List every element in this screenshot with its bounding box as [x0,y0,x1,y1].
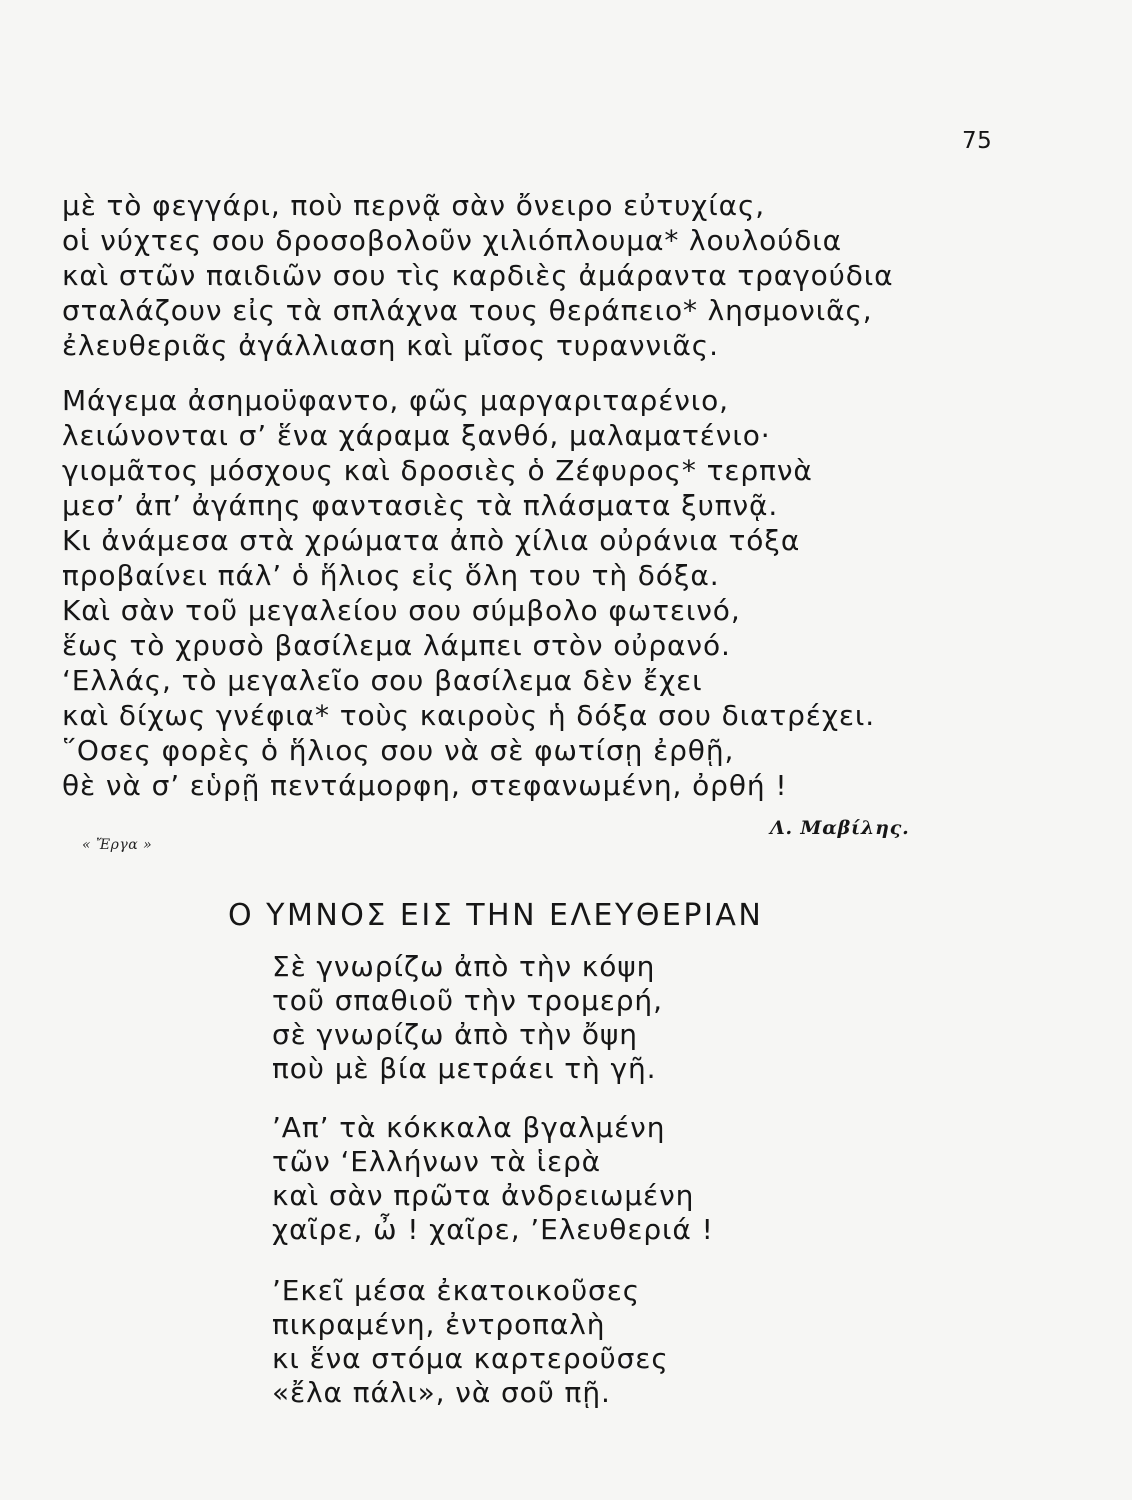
verse-line: ’Απ’ τὰ κόκκαλα βγαλμένη [272,1111,666,1144]
verse-line: ἐλευθεριᾶς ἀγάλλιαση καὶ μῖσος τυραννιᾶς. [62,329,719,362]
stanza [62,188,992,363]
verse-line: καὶ στῶν παιδιῶν σου τὶς καρδιὲς ἀμάραντα τραγούδια [62,259,894,292]
verse-line: τῶν ‘Ελλήνων τὰ ἱερὰ [272,1145,602,1178]
author-signature: Λ. Μαβίλης. [770,817,910,839]
verse-line: μεσ’ ἀπ’ ἀγάπης φαντασιὲς τὰ πλάσματα ξυπνᾷ. [62,489,779,522]
verse-line: οἱ νύχτες σου δροσοβολοῦν χιλιόπλουμα* λουλούδια [62,224,843,257]
page-number: 75 [962,128,993,154]
verse-line: Μάγεμα ἀσημοϋφαντο, φῶς μαργαριταρένιο, [62,384,729,417]
hymn-stanza [272,1111,872,1247]
source-reference: « Ἔργα » [82,837,153,853]
verse-line: πικραμένη, ἐντροπαλὴ [272,1308,606,1341]
verse-line: σὲ γνωρίζω ἀπὸ τὴν ὄψη [272,1018,638,1051]
verse-line: ’Εκεῖ μέσα ἐκατοικοῦσες [272,1274,641,1307]
hymn-stanza [272,950,872,1086]
verse-line: μὲ τὸ φεγγάρι, ποὺ περνᾷ σὰν ὄνειρο εὐτυχίας, [62,189,766,222]
verse-line: Κι ἀνάμεσα στὰ χρώματα ἀπὸ χίλια οὐράνια τόξα [62,524,801,557]
verse-line: τοῦ σπαθιοῦ τὴν τρομερή, [272,984,663,1017]
verse-line: γιομᾶτος μόσχους καὶ δροσιὲς ὁ Ζέφυρος* τερπνὰ [62,454,813,487]
verse-line: ῞Οσες φορὲς ὁ ἥλιος σου νὰ σὲ φωτίσῃ ἐρθῇ, [62,734,735,767]
verse-line: χαῖρε, ὦ ! χαῖρε, ’Ελευθεριά ! [272,1213,714,1246]
verse-line: Καὶ σὰν τοῦ μεγαλείου σου σύμβολο φωτεινό, [62,594,741,627]
verse-line: ποὺ μὲ βία μετράει τὴ γῆ. [272,1052,657,1085]
verse-line: «ἔλα πάλι», νὰ σοῦ πῇ. [272,1376,611,1409]
verse-line: ‘Ελλάς, τὸ μεγαλεῖο σου βασίλεμα δὲν ἔχει [62,664,703,697]
verse-line: σταλάζουν εἰς τὰ σπλάχνα τους θεράπειο* λησμονιᾶς, [62,294,873,327]
verse-line: λειώνονται σ’ ἕνα χάραμα ξανθό, μαλαματένιο· [62,419,771,452]
stanza [62,383,992,803]
verse-line: θὲ νὰ σ’ εὑρῇ πεντάμορφη, στεφανωμένη, ὀρθή ! [62,769,788,802]
verse-line: ἕως τὸ χρυσὸ βασίλεμα λάμπει στὸν οὐρανό. [62,629,731,662]
verse-line: προβαίνει πάλ’ ὁ ἥλιος εἰς ὅλη του τὴ δόξα. [62,559,720,592]
verse-line: καὶ σὰν πρῶτα ἀνδρειωμένη [272,1179,695,1212]
verse-line: καὶ δίχως γνέφια* τοὺς καιροὺς ἡ δόξα σου διατρέχει. [62,699,876,732]
verse-line: κι ἕνα στόμα καρτεροῦσες [272,1342,669,1375]
poem-title: Ο ΥΜΝΟΣ ΕΙΣ ΤΗΝ ΕΛΕΥΘΕΡΙΑΝ [228,898,764,933]
verse-line: Σὲ γνωρίζω ἀπὸ τὴν κόψη [272,950,656,983]
hymn-stanza [272,1274,872,1410]
